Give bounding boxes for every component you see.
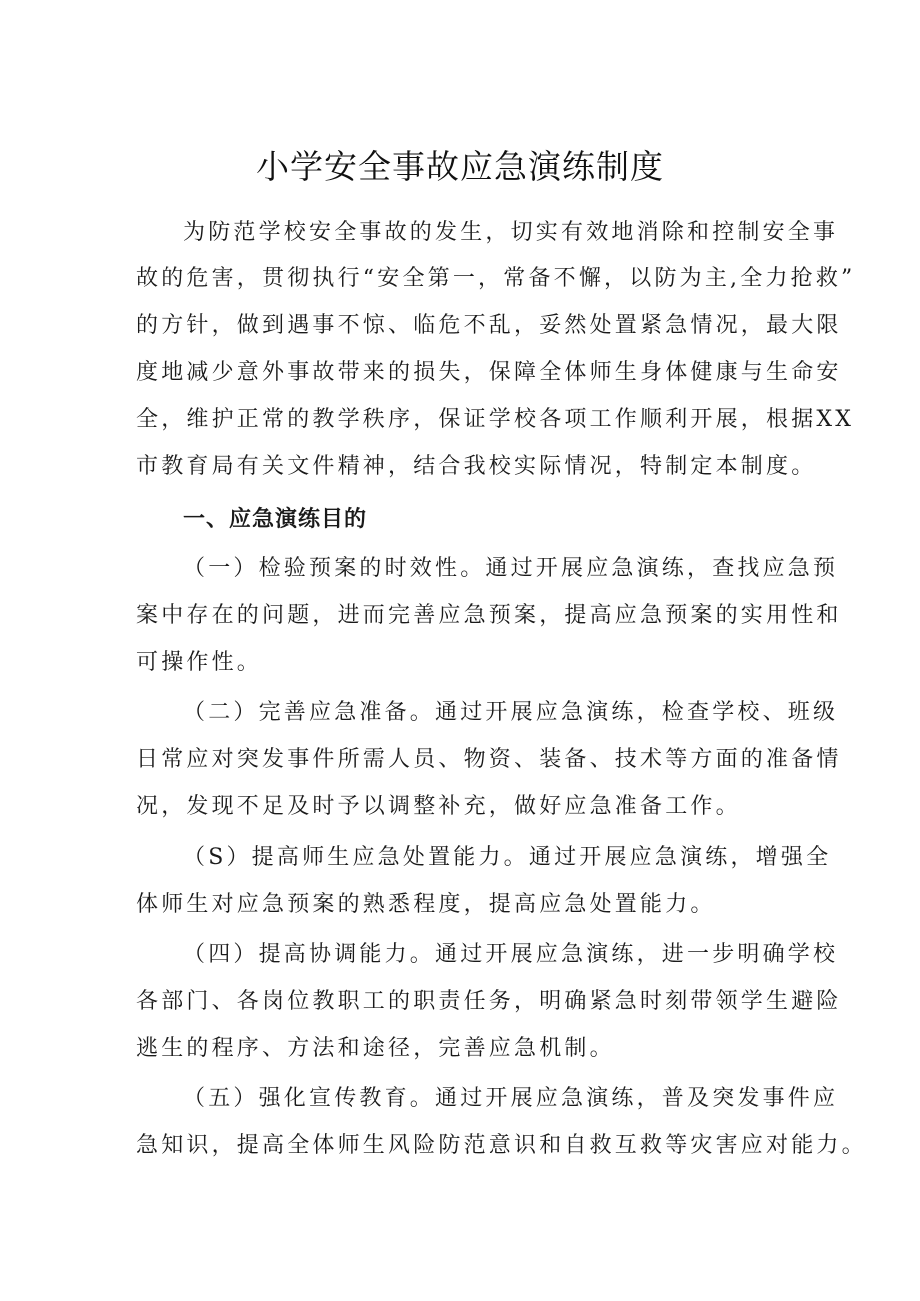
intro-line: 市教育局有关文件精神，结合我校实际情况，特制定本制度。: [136, 454, 817, 479]
item-line: （五）强化宣传教育。通过开展应急演练，普及突发事件应: [183, 1086, 839, 1111]
intro-line: 为防范学校安全事故的发生，切实有效地消除和控制安全事: [183, 220, 839, 245]
item-line: （四）提高协调能力。通过开展应急演练，进一步明确学校: [183, 942, 839, 967]
item-line: 急知识，提高全体师生风险防范意识和自救互救等灾害应对能力。: [136, 1133, 867, 1158]
intro-line: 度地减少意外事故带来的损失，保障全体师生身体健康与生命安: [136, 360, 842, 385]
intro-line: 的方针，做到遇事不惊、临危不乱，妥然处置紧急情况，最大限: [136, 313, 842, 338]
item-line: 况，发现不足及时予以调整补充，做好应急准备工作。: [136, 794, 741, 819]
document-title: 小学安全事故应急演练制度: [256, 147, 664, 186]
item-line: 逃生的程序、方法和途径，完善应急机制。: [136, 1036, 615, 1061]
intro-line: 故的危害，贯彻执行“安全第一，常备不懈，以防为主,全力抢救”: [136, 266, 856, 291]
item-line: 体师生对应急预案的熟悉程度，提高应急处置能力。: [136, 892, 716, 917]
item-line: 各部门、各岗位教职工的职责任务，明确紧急时刻带领学生避险: [136, 989, 842, 1014]
item-line: （一）检验预案的时效性。通过开展应急演练，查找应急预: [183, 556, 839, 581]
item-line: 可操作性。: [136, 650, 263, 675]
section-heading: 一、应急演练目的: [183, 507, 368, 532]
item-line: （二）完善应急准备。通过开展应急演练，检查学校、班级: [183, 700, 839, 725]
item-line: （S）提高师生应急处置能力。通过开展应急演练，增强全: [183, 845, 832, 870]
item-line: 案中存在的问题，进而完善应急预案，提高应急预案的实用性和: [136, 603, 842, 628]
item-line: 日常应对突发事件所需人员、物资、装备、技术等方面的准备情: [136, 747, 842, 772]
intro-line: 全，维护正常的教学秩序，保证学校各项工作顺利开展，根据XX: [136, 407, 855, 432]
